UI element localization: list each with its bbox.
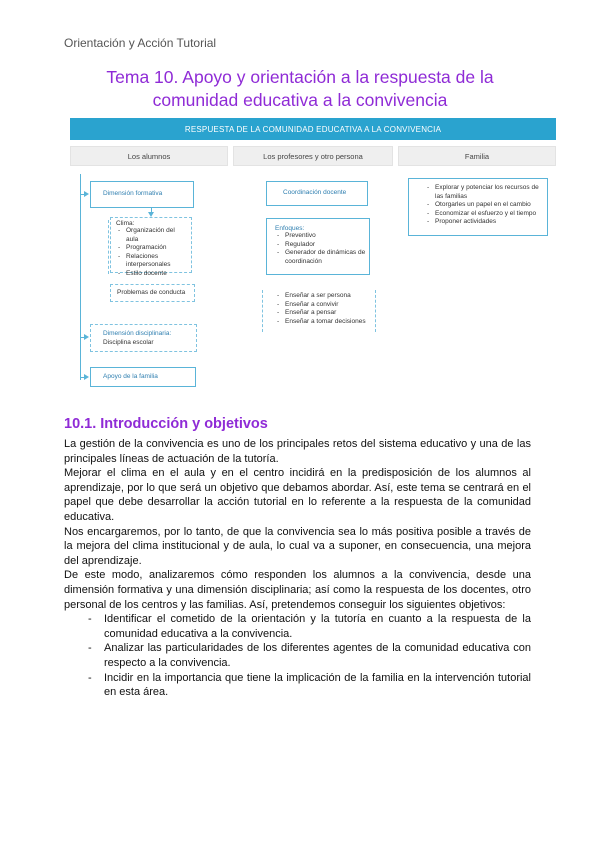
list-item: - Enseñar a pensar <box>285 309 375 318</box>
page-title-line-2: comunidad educativa a la convivencia <box>152 90 448 110</box>
list-item: - Preventivo <box>285 232 369 241</box>
list-item: - Enseñar a tomar decisiones <box>285 318 375 327</box>
clima-box <box>110 217 192 277</box>
connector <box>108 220 109 274</box>
connector <box>80 337 85 338</box>
column-header-alumnos: Los alumnos <box>70 146 228 166</box>
column-header-familia: Familia <box>398 146 556 166</box>
list-item: - Enseñar a convivir <box>285 301 375 310</box>
paragraph: Nos encargaremos, por lo tanto, de que la convivencia sea lo más positiva posible a través de la mejora del clima institucional y de aula, lo cual va a suponer, en consecuencia, una mejora del aprendizaje. <box>64 525 531 567</box>
objectives-list <box>64 612 531 700</box>
list-item: - Estilo docente <box>126 270 187 279</box>
objective-item: - Incidir en la importancia que tiene la implicación de la familia en la intervención tutorial en esta área. <box>64 671 531 700</box>
section-heading: 10.1. Introducción y objetivos <box>64 416 268 432</box>
disciplinaria-item: Disciplina escolar <box>103 339 154 346</box>
paragraph: Mejorar el clima en el aula y en el centro incidirá en la predisposición de los alumnos al aprendizaje, por lo que será un objetivo que debamos abordar. Así, este tema se centrará en el papel que debe desarrollar la acción tutorial en lo referente a la respuesta de la comunidad educativa. <box>64 467 531 523</box>
clima-title: Clima: <box>116 220 135 227</box>
dimension-formativa-box: Dimensión formativa <box>90 181 194 208</box>
list-item: - Relaciones interpersonales <box>126 253 187 270</box>
connector <box>80 377 85 378</box>
familia-box <box>408 178 548 236</box>
paragraph: De este modo, analizaremos cómo responden los alumnos a la convivencia, desde una dimensión formativa y una dimensión disciplinaria; así como la respuesta de los docentes, otro personal de los centros y las familias. Así, pretendemos conseguir los siguientes objetivos: <box>64 569 531 611</box>
list-item: - Proponer actividades <box>435 218 547 227</box>
column-header-profesores: Los profesores y otro persona <box>233 146 393 166</box>
problemas-conducta-box: Problemas de conducta <box>110 284 195 302</box>
list-item: - Programación <box>126 244 187 253</box>
dimension-disciplinaria-box <box>90 324 197 352</box>
coordinacion-docente-box: Coordinación docente <box>266 181 368 206</box>
ensenar-box <box>262 290 376 332</box>
objective-item: - Identificar el cometido de la orientación y la tutoría en cuanto a la respuesta de la comunidad educativa a la convivencia. <box>64 612 531 641</box>
alumnos-trunk-line <box>80 174 81 380</box>
list-item: - Enseñar a ser persona <box>285 292 375 301</box>
list-item: - Economizar el esfuerzo y el tiempo <box>435 210 547 219</box>
enfoques-title: Enfoques: <box>275 225 305 232</box>
disciplinaria-title: Dimensión disciplinaria: <box>103 330 172 337</box>
ensenar-list <box>275 292 375 326</box>
list-item: - Generador de dinámicas de coordinación <box>285 249 369 266</box>
enfoques-list <box>275 232 369 266</box>
clima-list <box>116 227 187 278</box>
list-item: - Regulador <box>285 241 369 250</box>
section-body <box>64 437 531 700</box>
list-item: - Explorar y potenciar los recursos de las familias <box>435 184 547 201</box>
page-title <box>60 66 540 112</box>
page-title-line-1: Tema 10. Apoyo y orientación a la respuesta de la <box>106 67 494 87</box>
list-item: - Otorgarles un papel en el cambio <box>435 201 547 210</box>
diagram-banner: RESPUESTA DE LA COMUNIDAD EDUCATIVA A LA CONVIVENCIA <box>70 118 556 140</box>
paragraph: La gestión de la convivencia es uno de los principales retos del sistema educativo y una de las principales líneas de actuación de la tutoría. <box>64 438 531 465</box>
familia-list <box>425 184 547 227</box>
convivencia-diagram <box>70 118 556 392</box>
apoyo-familia-box: Apoyo de la familia <box>90 367 196 387</box>
list-item: - Organización del aula <box>126 227 187 244</box>
running-header: Orientación y Acción Tutorial <box>64 36 217 50</box>
connector <box>80 194 85 195</box>
objective-item: - Analizar las particularidades de los diferentes agentes de la comunidad educativa con respecto a la convivencia. <box>64 641 531 670</box>
enfoques-box <box>266 218 370 275</box>
